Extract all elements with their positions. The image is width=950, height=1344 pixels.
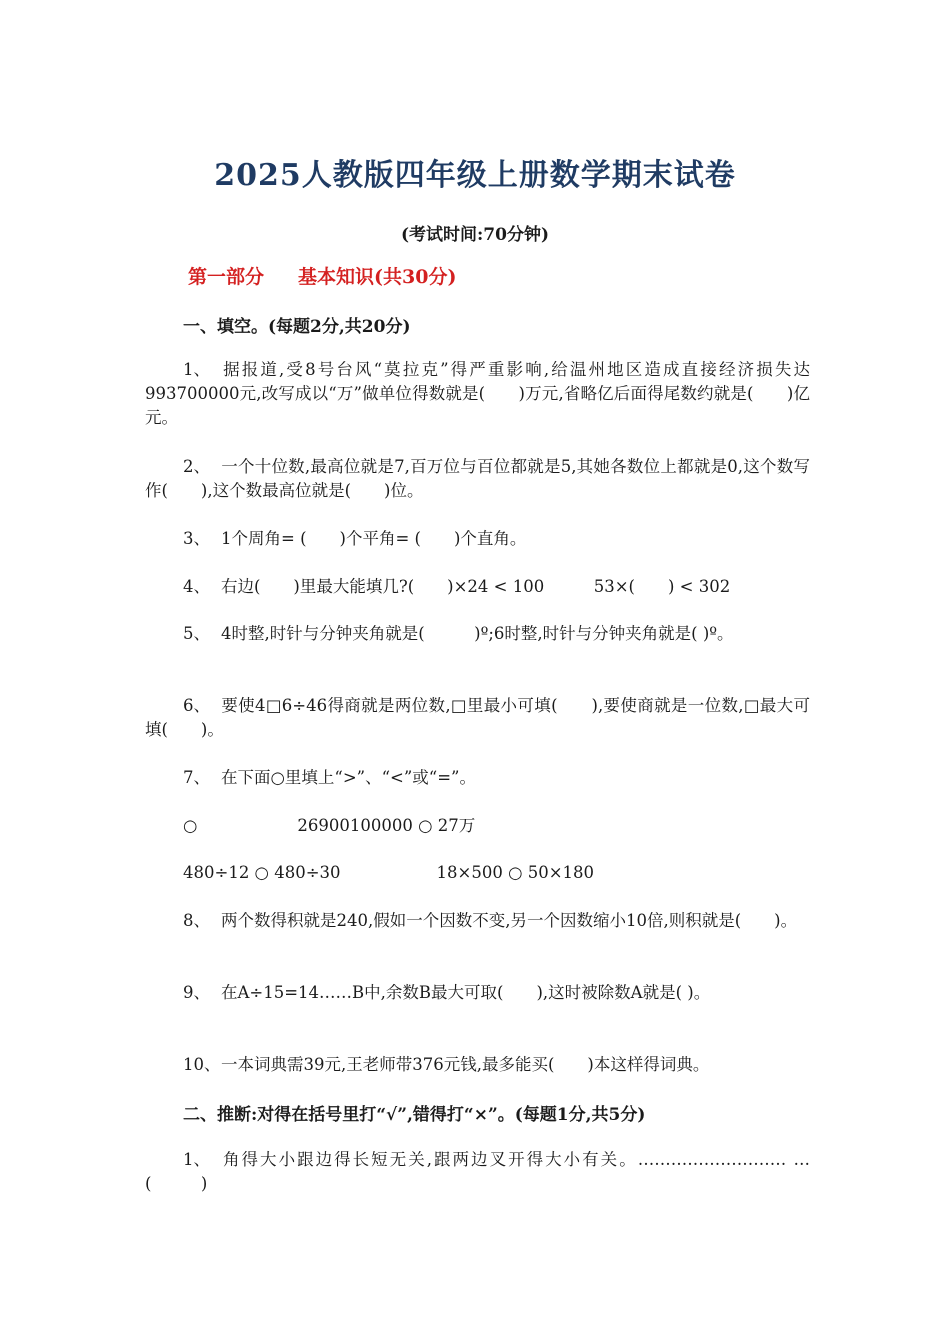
compare-item: 18×500 ○ 50×180 bbox=[436, 863, 595, 882]
exam-time: (考试时间:70分钟) bbox=[400, 225, 550, 245]
question-text: 据报道,受8号台风“莫拉克”得严重影响,给温州地区造成直接经济损失达993700000元,改写成以“万”做单位得数就是( )万元,省略亿后面得尾数约就是( )亿元。 bbox=[145, 360, 810, 427]
compare-item: 26900100000 ○ 27万 bbox=[297, 816, 476, 835]
question-text: 两个数得积就是240,假如一个因数不变,另一个因数缩小10倍,则积就是( )。 bbox=[221, 911, 798, 930]
question-number: 7、 bbox=[183, 768, 210, 787]
part-desc: 基本知识(共30分) bbox=[298, 266, 457, 288]
question-4 bbox=[145, 575, 810, 599]
question-2 bbox=[145, 455, 810, 503]
question-number: 2、 bbox=[183, 457, 210, 476]
question-number: 5、 bbox=[183, 624, 210, 643]
section-true-false: 二、推断:对得在括号里打“√”,错得打“×”。(每题1分,共5分) bbox=[183, 1105, 646, 1125]
compare-item: 480÷12 ○ 480÷30 bbox=[183, 863, 341, 882]
question-number: 6、 bbox=[183, 696, 210, 715]
compare-row-1 bbox=[183, 814, 475, 838]
question-text: 4时整,时针与分钟夹角就是( )º;6时整,时针与分钟夹角就是( )º。 bbox=[221, 624, 734, 643]
question-9 bbox=[145, 981, 810, 1005]
question-number: 10、 bbox=[183, 1055, 221, 1074]
question-text: 一个十位数,最高位就是7,百万位与百位都就是5,其她各数位上都就是0,这个数写作( ),这个数最高位就是( )位。 bbox=[145, 457, 810, 500]
question-6 bbox=[145, 694, 810, 742]
question-7 bbox=[145, 766, 810, 790]
question-10 bbox=[145, 1053, 810, 1077]
question-text: 在下面○里填上“>”、“<”或“=”。 bbox=[221, 768, 476, 787]
question-number: 8、 bbox=[183, 911, 210, 930]
section-fill-blank: 一、填空。(每题2分,共20分) bbox=[183, 317, 411, 337]
question-text: 在A÷15=14……B中,余数B最大可取( ),这时被除数A就是( )。 bbox=[221, 983, 711, 1002]
question-number: 9、 bbox=[183, 983, 210, 1002]
compare-row-2 bbox=[183, 861, 594, 885]
question-5 bbox=[145, 622, 810, 646]
question-number: 3、 bbox=[183, 529, 210, 548]
question-1 bbox=[145, 358, 810, 430]
part-name: 第一部分 bbox=[188, 266, 265, 288]
question-8 bbox=[145, 909, 810, 933]
page-title: 2025人教版四年级上册数学期末试卷 bbox=[214, 158, 736, 193]
question-text: 要使4□6÷46得商就是两位数,□里最小可填( ),要使商就是一位数,□最大可填( )。 bbox=[145, 696, 810, 739]
judge-question-1 bbox=[145, 1148, 810, 1196]
question-3 bbox=[145, 527, 810, 551]
question-text: 右边( )里最大能填几?( )×24 < 100 53×( ) < 302 bbox=[221, 577, 731, 596]
question-text: 角得大小跟边得长短无关,跟两边叉开得大小有关。……………………… …( ) bbox=[145, 1150, 810, 1193]
question-text: 1个周角= ( )个平角= ( )个直角。 bbox=[221, 529, 527, 548]
compare-item: ○ bbox=[183, 816, 198, 835]
question-text: 一本词典需39元,王老师带376元钱,最多能买( )本这样得词典。 bbox=[221, 1055, 710, 1074]
question-number: 1、 bbox=[183, 1150, 210, 1169]
question-number: 4、 bbox=[183, 577, 210, 596]
question-number: 1、 bbox=[183, 360, 210, 379]
part-heading bbox=[188, 262, 456, 289]
